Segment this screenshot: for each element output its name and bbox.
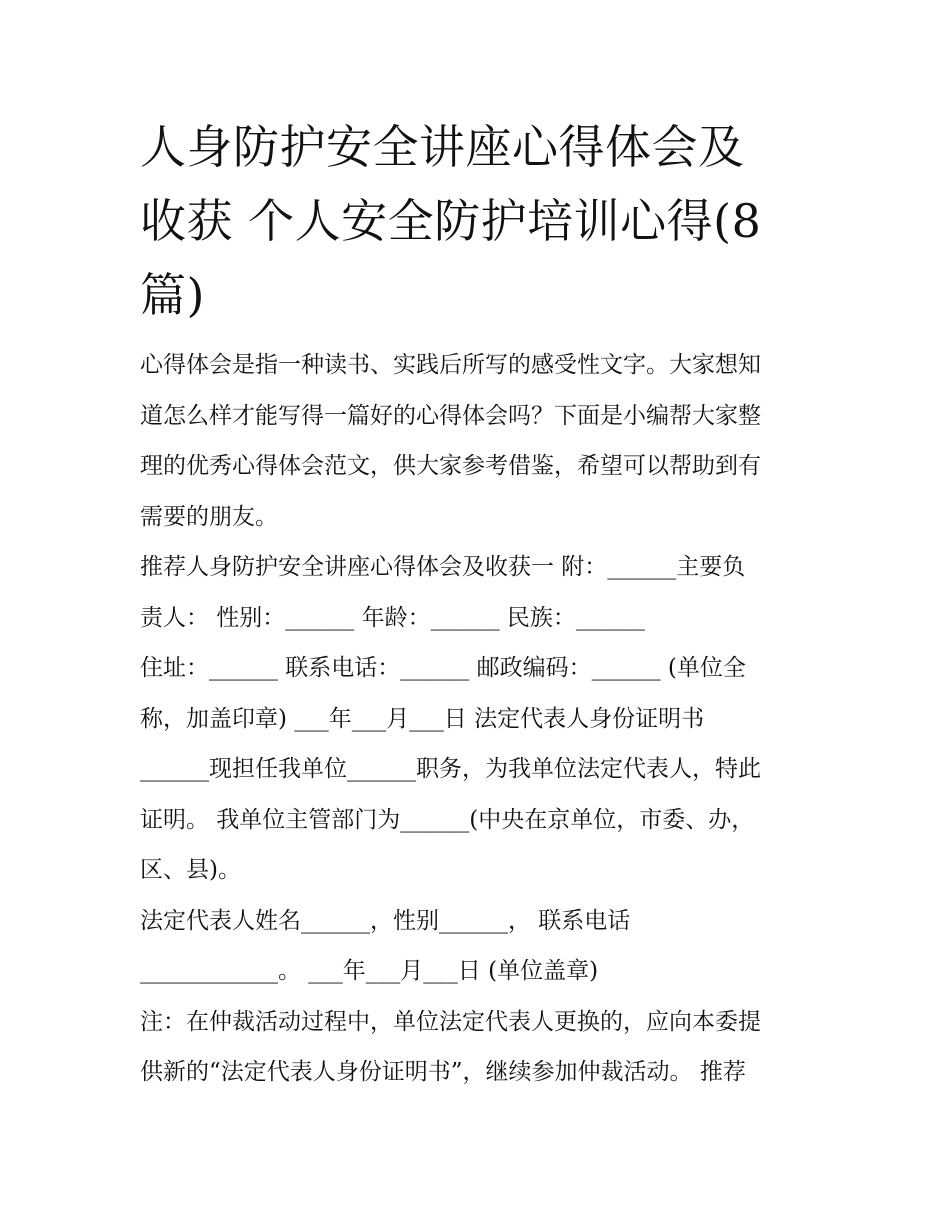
title-line: 人身防护安全讲座心得体会及 bbox=[140, 120, 745, 174]
body-line: 理的优秀心得体会范文，供大家参考借鉴，希望可以帮助到有 bbox=[140, 453, 761, 479]
title-line: 收获 个人安全防护培训心得(8 bbox=[140, 194, 762, 248]
title-line: 篇) bbox=[140, 268, 205, 322]
body-line: 住址：______ 联系电话：______ 邮政编码：______ (单位全 bbox=[140, 655, 746, 681]
body-line: 法定代表人姓名______，性别______， 联系电话 bbox=[140, 907, 631, 934]
body-line: ______现担任我单位______职务，为我单位法定代表人，特此 bbox=[140, 756, 761, 782]
body-line: 需要的朋友。 bbox=[140, 503, 278, 530]
body-line: 供新的“法定代表人身份证明书”，继续参加仲裁活动。 推荐 bbox=[140, 1059, 746, 1085]
body-line: 心得体会是指一种读书、实践后所写的感受性文字。大家想知 bbox=[140, 352, 761, 378]
body-line: 推荐人身防护安全讲座心得体会及收获一 附：______主要负 bbox=[140, 554, 746, 580]
body-line: 证明。 我单位主管部门为______(中央在京单位，市委、办， bbox=[140, 806, 755, 833]
body-line: 区、县)。 bbox=[140, 857, 241, 883]
document-body bbox=[140, 340, 812, 1098]
body-line: 责人： 性别：______ 年龄：______ 民族：______ bbox=[140, 604, 645, 631]
body-line: 道怎么样才能写得一篇好的心得体会吗？下面是小编帮大家整 bbox=[140, 402, 761, 429]
document-page bbox=[140, 110, 812, 1098]
body-line: 注：在仲裁活动过程中，单位法定代表人更换的，应向本委提 bbox=[140, 1008, 761, 1035]
document-title bbox=[140, 110, 812, 332]
body-line: ____________。 ___年___月___日 (单位盖章) bbox=[140, 958, 599, 984]
body-line: 称，加盖印章) ___年___月___日 法定代表人身份证明书 bbox=[140, 705, 705, 732]
